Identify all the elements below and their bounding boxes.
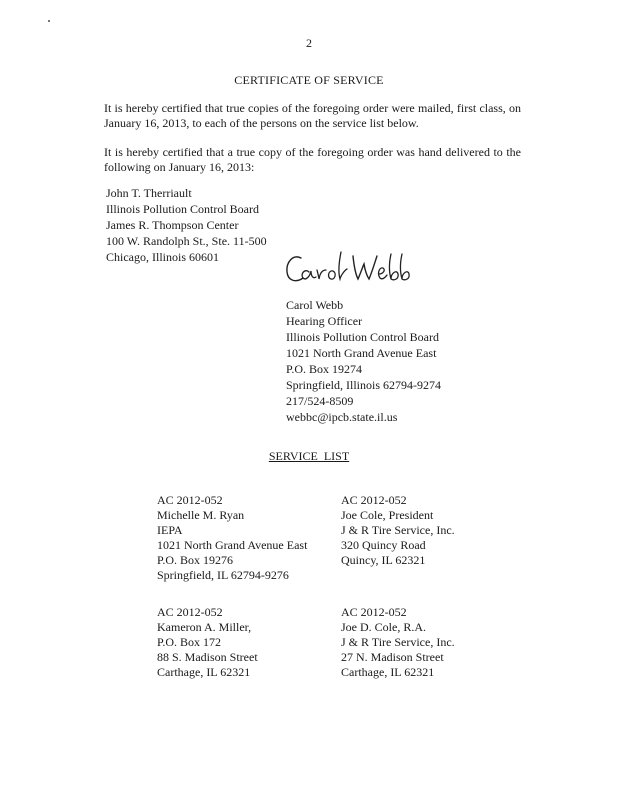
service-line: 1021 North Grand Avenue East [157, 538, 308, 552]
service-line: Joe D. Cole, R.A. [341, 620, 426, 634]
service-line: Carthage, IL 62321 [157, 665, 251, 679]
service-line: Springfield, IL 62794-9276 [157, 568, 289, 582]
service-line: 88 S. Madison Street [157, 650, 258, 664]
service-line: Joe Cole, President [341, 508, 434, 522]
service-line: Kameron A. Miller, [157, 620, 252, 634]
paragraph-mailed-text: It is hereby certified that true copies of the foregoing order were mailed, first class, on January 16, 2013, to each of the persons on the service list below. [104, 101, 521, 130]
signer-line: P.O. Box 19274 [286, 362, 363, 376]
signer-name: Carol Webb [286, 298, 344, 312]
service-line: Carthage, IL 62321 [341, 665, 435, 679]
recipient-line: Chicago, Illinois 60601 [106, 250, 219, 264]
service-case-number: AC 2012-052 [157, 493, 223, 507]
recipient-line: John T. Therriault [106, 186, 192, 200]
service-case-number: AC 2012-052 [157, 605, 223, 619]
service-case-number: AC 2012-052 [341, 605, 407, 619]
recipient-line: Illinois Pollution Control Board [106, 202, 260, 216]
recipient-address [106, 185, 267, 265]
recipient-line: 100 W. Randolph St., Ste. 11-500 [106, 234, 267, 248]
service-line: J & R Tire Service, Inc. [341, 523, 455, 537]
document-title: CERTIFICATE OF SERVICE [234, 73, 384, 87]
service-entry [341, 493, 455, 568]
service-entry [341, 605, 455, 680]
paragraph-hand-delivered-text: It is hereby certified that a true copy of the foregoing order was hand delivered to the following on January 16, 2013: [104, 145, 521, 174]
paragraph-hand-delivered [69, 145, 521, 175]
page-number: 2 [306, 36, 312, 50]
signer-email: webbc@ipcb.state.il.us [286, 410, 398, 424]
signer-line: 1021 North Grand Avenue East [286, 346, 437, 360]
service-line: P.O. Box 19276 [157, 553, 234, 567]
service-entry [157, 605, 258, 680]
service-entry [157, 493, 307, 583]
signer-title: Hearing Officer [286, 314, 363, 328]
service-line: 27 N. Madison Street [341, 650, 444, 664]
service-line: Quincy, IL 62321 [341, 553, 426, 567]
signer-line: Illinois Pollution Control Board [286, 330, 440, 344]
service-line: J & R Tire Service, Inc. [341, 635, 455, 649]
signer-phone: 217/524-8509 [286, 394, 354, 408]
service-line: IEPA [157, 523, 183, 537]
paragraph-mailed [69, 101, 521, 131]
signer-line: Springfield, Illinois 62794-9274 [286, 378, 441, 392]
service-line: P.O. Box 172 [157, 635, 222, 649]
service-line: 320 Quincy Road [341, 538, 426, 552]
signer-block [286, 297, 441, 425]
handwritten-signature [283, 248, 413, 288]
service-line: Michelle M. Ryan [157, 508, 245, 522]
scan-speck [48, 20, 50, 22]
service-list-title: SERVICE LIST [268, 449, 350, 463]
recipient-line: James R. Thompson Center [106, 218, 239, 232]
service-case-number: AC 2012-052 [341, 493, 407, 507]
